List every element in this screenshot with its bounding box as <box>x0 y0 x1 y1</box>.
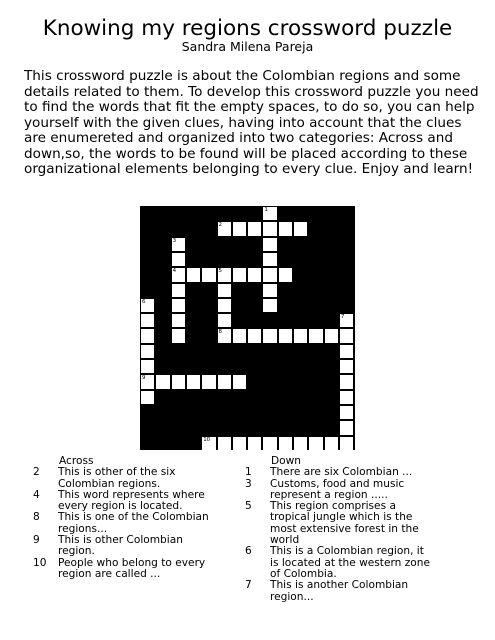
crossword-cell[interactable] <box>233 268 246 281</box>
crossword-cell[interactable] <box>248 268 261 281</box>
crossword-cell[interactable] <box>218 222 231 235</box>
crossword-cell[interactable] <box>172 314 185 327</box>
across-clues <box>33 456 223 580</box>
clue-number: 8 <box>33 511 40 524</box>
crossword-cell[interactable] <box>218 268 231 281</box>
clue-text: There are six Colombian ... <box>270 466 413 479</box>
crossword-cell[interactable] <box>340 314 353 327</box>
crossword-cell[interactable] <box>309 437 322 450</box>
clue-down-1 <box>245 467 435 478</box>
clue-down-3 <box>245 479 435 502</box>
crossword-cell[interactable] <box>263 437 276 450</box>
clue-across-4 <box>33 490 223 513</box>
crossword-cell[interactable] <box>279 329 292 342</box>
clue-number: 4 <box>33 488 40 501</box>
crossword-grid <box>140 206 355 450</box>
crossword-cell[interactable] <box>263 238 276 251</box>
crossword-cell[interactable] <box>340 391 353 404</box>
crossword-cell[interactable] <box>172 268 185 281</box>
crossword-cell[interactable] <box>218 299 231 312</box>
crossword-cell[interactable] <box>263 207 276 220</box>
crossword-cell[interactable] <box>141 329 154 342</box>
crossword-cell[interactable] <box>233 222 246 235</box>
crossword-cell[interactable] <box>141 299 154 312</box>
crossword-cell[interactable] <box>248 222 261 235</box>
crossword-cell[interactable] <box>263 222 276 235</box>
cell-number: 9 <box>142 375 146 382</box>
clue-text: This word represents where every region is located. <box>58 488 205 513</box>
crossword-cell[interactable] <box>263 329 276 342</box>
crossword-cell[interactable] <box>340 437 353 450</box>
crossword-cells <box>140 206 355 450</box>
crossword-cell[interactable] <box>172 299 185 312</box>
cell-number: 5 <box>218 268 222 275</box>
crossword-cell[interactable] <box>141 375 154 388</box>
crossword-cell[interactable] <box>263 299 276 312</box>
crossword-cell[interactable] <box>172 238 185 251</box>
crossword-cell[interactable] <box>172 284 185 297</box>
down-heading: Down <box>271 455 302 467</box>
crossword-cell[interactable] <box>279 268 292 281</box>
clue-text: This region comprises a tropical jungle which is the most extensive forest in the world <box>270 500 419 547</box>
intro-paragraph: This crossword puzzle is about the Colombian regions and some details related to them. To develop this crossword puzzle you need to find the words that fit the empty spaces, to do so, you can help yourself with the given clues, having into account that the clues are enumereted and organized into two categories: Across and down,so, the words to be found will be placed according to these organizational elements belonging to every clue. Enjoy and learn! <box>24 68 479 177</box>
crossword-cell[interactable] <box>156 375 169 388</box>
crossword-cell[interactable] <box>248 329 261 342</box>
clue-across-9 <box>33 535 223 558</box>
crossword-cell[interactable] <box>340 345 353 358</box>
crossword-cell[interactable] <box>218 329 231 342</box>
crossword-cell[interactable] <box>202 437 215 450</box>
crossword-cell[interactable] <box>172 253 185 266</box>
clue-number: 6 <box>245 545 252 558</box>
crossword-cell[interactable] <box>325 437 338 450</box>
crossword-cell[interactable] <box>294 222 307 235</box>
cell-number: 2 <box>218 222 222 229</box>
clue-text: This is a Colombian region, it is located at the western zone of Colombia. <box>270 545 430 580</box>
across-heading: Across <box>59 455 94 467</box>
cell-number: 3 <box>172 237 177 244</box>
crossword-cell[interactable] <box>340 406 353 419</box>
crossword-cell[interactable] <box>263 284 276 297</box>
clue-number: 2 <box>33 466 40 479</box>
author-name: Sandra Milena Pareja <box>181 39 314 54</box>
crossword-cell[interactable] <box>218 314 231 327</box>
clue-number: 7 <box>245 579 252 592</box>
clue-text: This is other of the six Colombian regions. <box>58 466 176 490</box>
clue-text: This is one of the Colombian regions... <box>58 511 209 535</box>
crossword-cell[interactable] <box>279 222 292 235</box>
crossword-cell[interactable] <box>279 437 292 450</box>
crossword-cell[interactable] <box>325 329 338 342</box>
down-clues <box>245 456 435 603</box>
crossword-cell[interactable] <box>233 437 246 450</box>
clue-number: 10 <box>33 556 47 569</box>
crossword-cell[interactable] <box>202 375 215 388</box>
clue-text: This is other Colombian region. <box>58 534 183 558</box>
clue-across-10 <box>33 558 223 581</box>
crossword-cell[interactable] <box>309 329 322 342</box>
clue-text: People who belong to every region are called ... <box>58 556 206 580</box>
crossword-cell[interactable] <box>187 268 200 281</box>
crossword-cell[interactable] <box>294 329 307 342</box>
clue-number: 1 <box>245 466 252 479</box>
crossword-cell[interactable] <box>218 437 231 450</box>
crossword-cell[interactable] <box>202 268 215 281</box>
clue-across-2 <box>33 467 223 490</box>
clue-down-7 <box>245 580 435 603</box>
clue-down-5 <box>245 501 435 546</box>
cell-number: 1 <box>264 207 268 213</box>
crossword-cell[interactable] <box>218 284 231 297</box>
crossword-cell[interactable] <box>340 421 353 434</box>
crossword-cell[interactable] <box>263 253 276 266</box>
crossword-cell[interactable] <box>248 437 261 450</box>
cell-number: 10 <box>203 436 211 443</box>
crossword-cell[interactable] <box>141 314 154 327</box>
crossword-cell[interactable] <box>172 375 185 388</box>
clue-down-6 <box>245 546 435 580</box>
crossword-cell[interactable] <box>340 360 353 373</box>
crossword-cell[interactable] <box>187 375 200 388</box>
crossword-cell[interactable] <box>218 375 231 388</box>
crossword-cell[interactable] <box>141 345 154 358</box>
crossword-cell[interactable] <box>141 391 154 404</box>
puzzle-title: Knowing my regions crossword puzzle <box>42 16 453 41</box>
clue-text: This is another Colombian region... <box>270 579 409 603</box>
cell-number: 4 <box>172 268 177 275</box>
clue-text: Customs, food and music represent a region ..... <box>270 477 405 501</box>
crossword-cell[interactable] <box>294 437 307 450</box>
clue-number: 9 <box>33 534 40 547</box>
clue-number: 3 <box>245 477 252 490</box>
crossword-cell[interactable] <box>233 329 246 342</box>
cell-number: 7 <box>340 314 345 321</box>
clue-number: 5 <box>245 500 252 513</box>
crossword-cell[interactable] <box>172 329 185 342</box>
crossword-cell[interactable] <box>263 268 276 281</box>
crossword-cell[interactable] <box>141 360 154 373</box>
clue-across-8 <box>33 512 223 535</box>
cell-number: 6 <box>142 298 146 305</box>
cell-number: 8 <box>218 329 222 336</box>
crossword-cell[interactable] <box>233 375 246 388</box>
crossword-cell[interactable] <box>340 375 353 388</box>
crossword-cell[interactable] <box>340 329 353 342</box>
